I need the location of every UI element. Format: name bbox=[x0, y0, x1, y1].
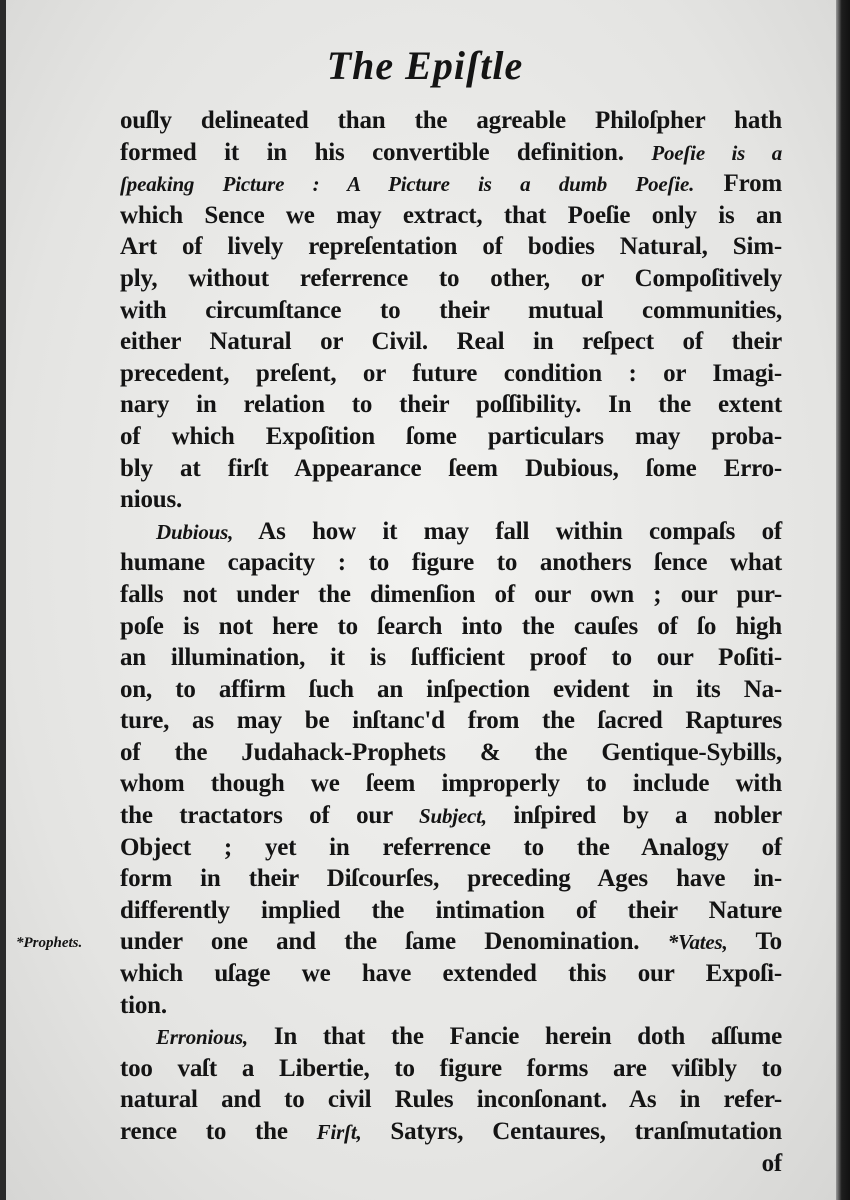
text-line bbox=[120, 832, 782, 864]
text-line bbox=[120, 768, 782, 800]
text-line bbox=[120, 295, 782, 327]
text-run: humane capacity : to figure to anothers ſence what bbox=[120, 549, 782, 577]
italic-text: *Vates, bbox=[667, 930, 728, 955]
text-run: inſpired by a nobler bbox=[486, 802, 782, 830]
text-run: whom though we ſeem improperly to include with bbox=[120, 770, 782, 798]
text-line bbox=[120, 263, 782, 295]
text-line bbox=[120, 800, 782, 832]
text-run: To bbox=[727, 928, 782, 956]
text-line bbox=[120, 705, 782, 737]
body-text bbox=[120, 105, 782, 1179]
running-head: The Epiſtle bbox=[326, 43, 524, 88]
text-run: either Natural or Civil. Real in reſpect of their bbox=[120, 328, 782, 356]
text-line bbox=[120, 105, 782, 137]
text-run: differently implied the intimation of their Nature bbox=[120, 896, 782, 924]
text-line bbox=[120, 926, 782, 958]
italic-text: Dubious, bbox=[156, 519, 234, 544]
text-line bbox=[120, 484, 782, 516]
text-run: of the Judahack-Prophets & the Gentique-Sybills, bbox=[120, 738, 782, 766]
text-run: the tractators of our bbox=[120, 802, 420, 830]
text-run: falls not under the dimenſion of our own ; our pur- bbox=[120, 580, 782, 608]
text-line bbox=[120, 674, 782, 706]
text-line bbox=[120, 326, 782, 358]
text-line bbox=[120, 453, 782, 485]
text-line bbox=[120, 389, 782, 421]
text-line bbox=[120, 611, 782, 643]
text-line bbox=[120, 200, 782, 232]
italic-text: Erronious, bbox=[156, 1025, 248, 1050]
text-run: form in their Diſcourſes, preceding Ages have in- bbox=[120, 865, 782, 893]
text-line bbox=[120, 579, 782, 611]
text-line bbox=[120, 642, 782, 674]
text-line bbox=[120, 547, 782, 579]
text-run: too vaſt a Libertie, to figure forms are viſibly to bbox=[120, 1054, 782, 1082]
text-line bbox=[120, 516, 782, 548]
text-run: formed it in his convertible definition. bbox=[120, 138, 652, 166]
text-run: which uſage we have extended this our Expoſi- bbox=[120, 960, 782, 988]
text-run: with circumſtance to their mutual communities, bbox=[120, 296, 782, 324]
text-line bbox=[120, 863, 782, 895]
text-line bbox=[120, 421, 782, 453]
text-run: an illumination, it is ſufficient proof to our Poſiti- bbox=[120, 644, 782, 672]
text-run: Satyrs, Centaures, tranſmutation bbox=[361, 1118, 782, 1145]
text-run: ture, as may be inſtanc'd from the ſacred Raptures bbox=[120, 707, 782, 735]
text-run: nary in relation to their poſſibility. In the extent bbox=[120, 391, 782, 419]
text-run: bly at firſt Appearance ſeem Dubious, ſome Erro- bbox=[120, 454, 782, 482]
text-line bbox=[120, 137, 782, 169]
text-run: rence to the bbox=[120, 1118, 317, 1145]
text-run: on, to affirm ſuch an inſpection evident in its Na- bbox=[120, 675, 782, 703]
text-line bbox=[120, 737, 782, 769]
text-line bbox=[120, 168, 782, 200]
text-line bbox=[120, 958, 782, 990]
text-line bbox=[120, 231, 782, 263]
text-run: poſe is not here to ſearch into the cauſes of ſo high bbox=[120, 612, 782, 640]
text-run: As how it may fall within compaſs of bbox=[233, 517, 782, 545]
text-run: ply, without referrence to other, or Compoſitively bbox=[120, 264, 782, 292]
text-line bbox=[120, 895, 782, 927]
text-run: precedent, preſent, or future condition : or Imagi- bbox=[120, 359, 782, 387]
text-run: of bbox=[761, 1149, 782, 1177]
text-line bbox=[120, 1084, 782, 1116]
text-line bbox=[120, 1148, 782, 1180]
text-run: natural and to civil Rules inconſonant. As in refer- bbox=[120, 1086, 782, 1114]
text-run: nious. bbox=[120, 486, 183, 514]
text-line bbox=[120, 1116, 782, 1148]
italic-text: Subject, bbox=[419, 804, 487, 829]
text-run: which Sence we may extract, that Poeſie only is an bbox=[120, 201, 782, 229]
text-run: under one and the ſame Denomination. bbox=[120, 928, 668, 956]
text-run: Object ; yet in referrence to the Analogy of bbox=[120, 833, 782, 861]
scan-left-edge bbox=[0, 0, 6, 1200]
text-line bbox=[120, 1053, 782, 1085]
italic-text: ſpeaking Picture : A Picture is a dumb Poeſie. bbox=[120, 172, 695, 197]
text-line bbox=[120, 1021, 782, 1053]
text-run: From bbox=[694, 170, 782, 198]
text-line bbox=[120, 358, 782, 390]
text-run: In that the Fancie herein doth aſſume bbox=[247, 1023, 782, 1051]
scan-right-edge bbox=[836, 0, 850, 1200]
margin-note: *Prophets. bbox=[16, 934, 83, 951]
text-run: Art of lively repreſentation of bodies Natural, Sim- bbox=[120, 233, 782, 261]
text-line bbox=[120, 990, 782, 1022]
text-run: tion. bbox=[120, 991, 167, 1019]
text-run: ouſly delineated than the agreable Philoſpher hath bbox=[120, 107, 782, 134]
italic-text: Poeſie is a bbox=[651, 140, 782, 165]
text-run: of which Expoſition ſome particulars may proba- bbox=[120, 422, 782, 450]
italic-text: Firſt, bbox=[316, 1120, 362, 1144]
